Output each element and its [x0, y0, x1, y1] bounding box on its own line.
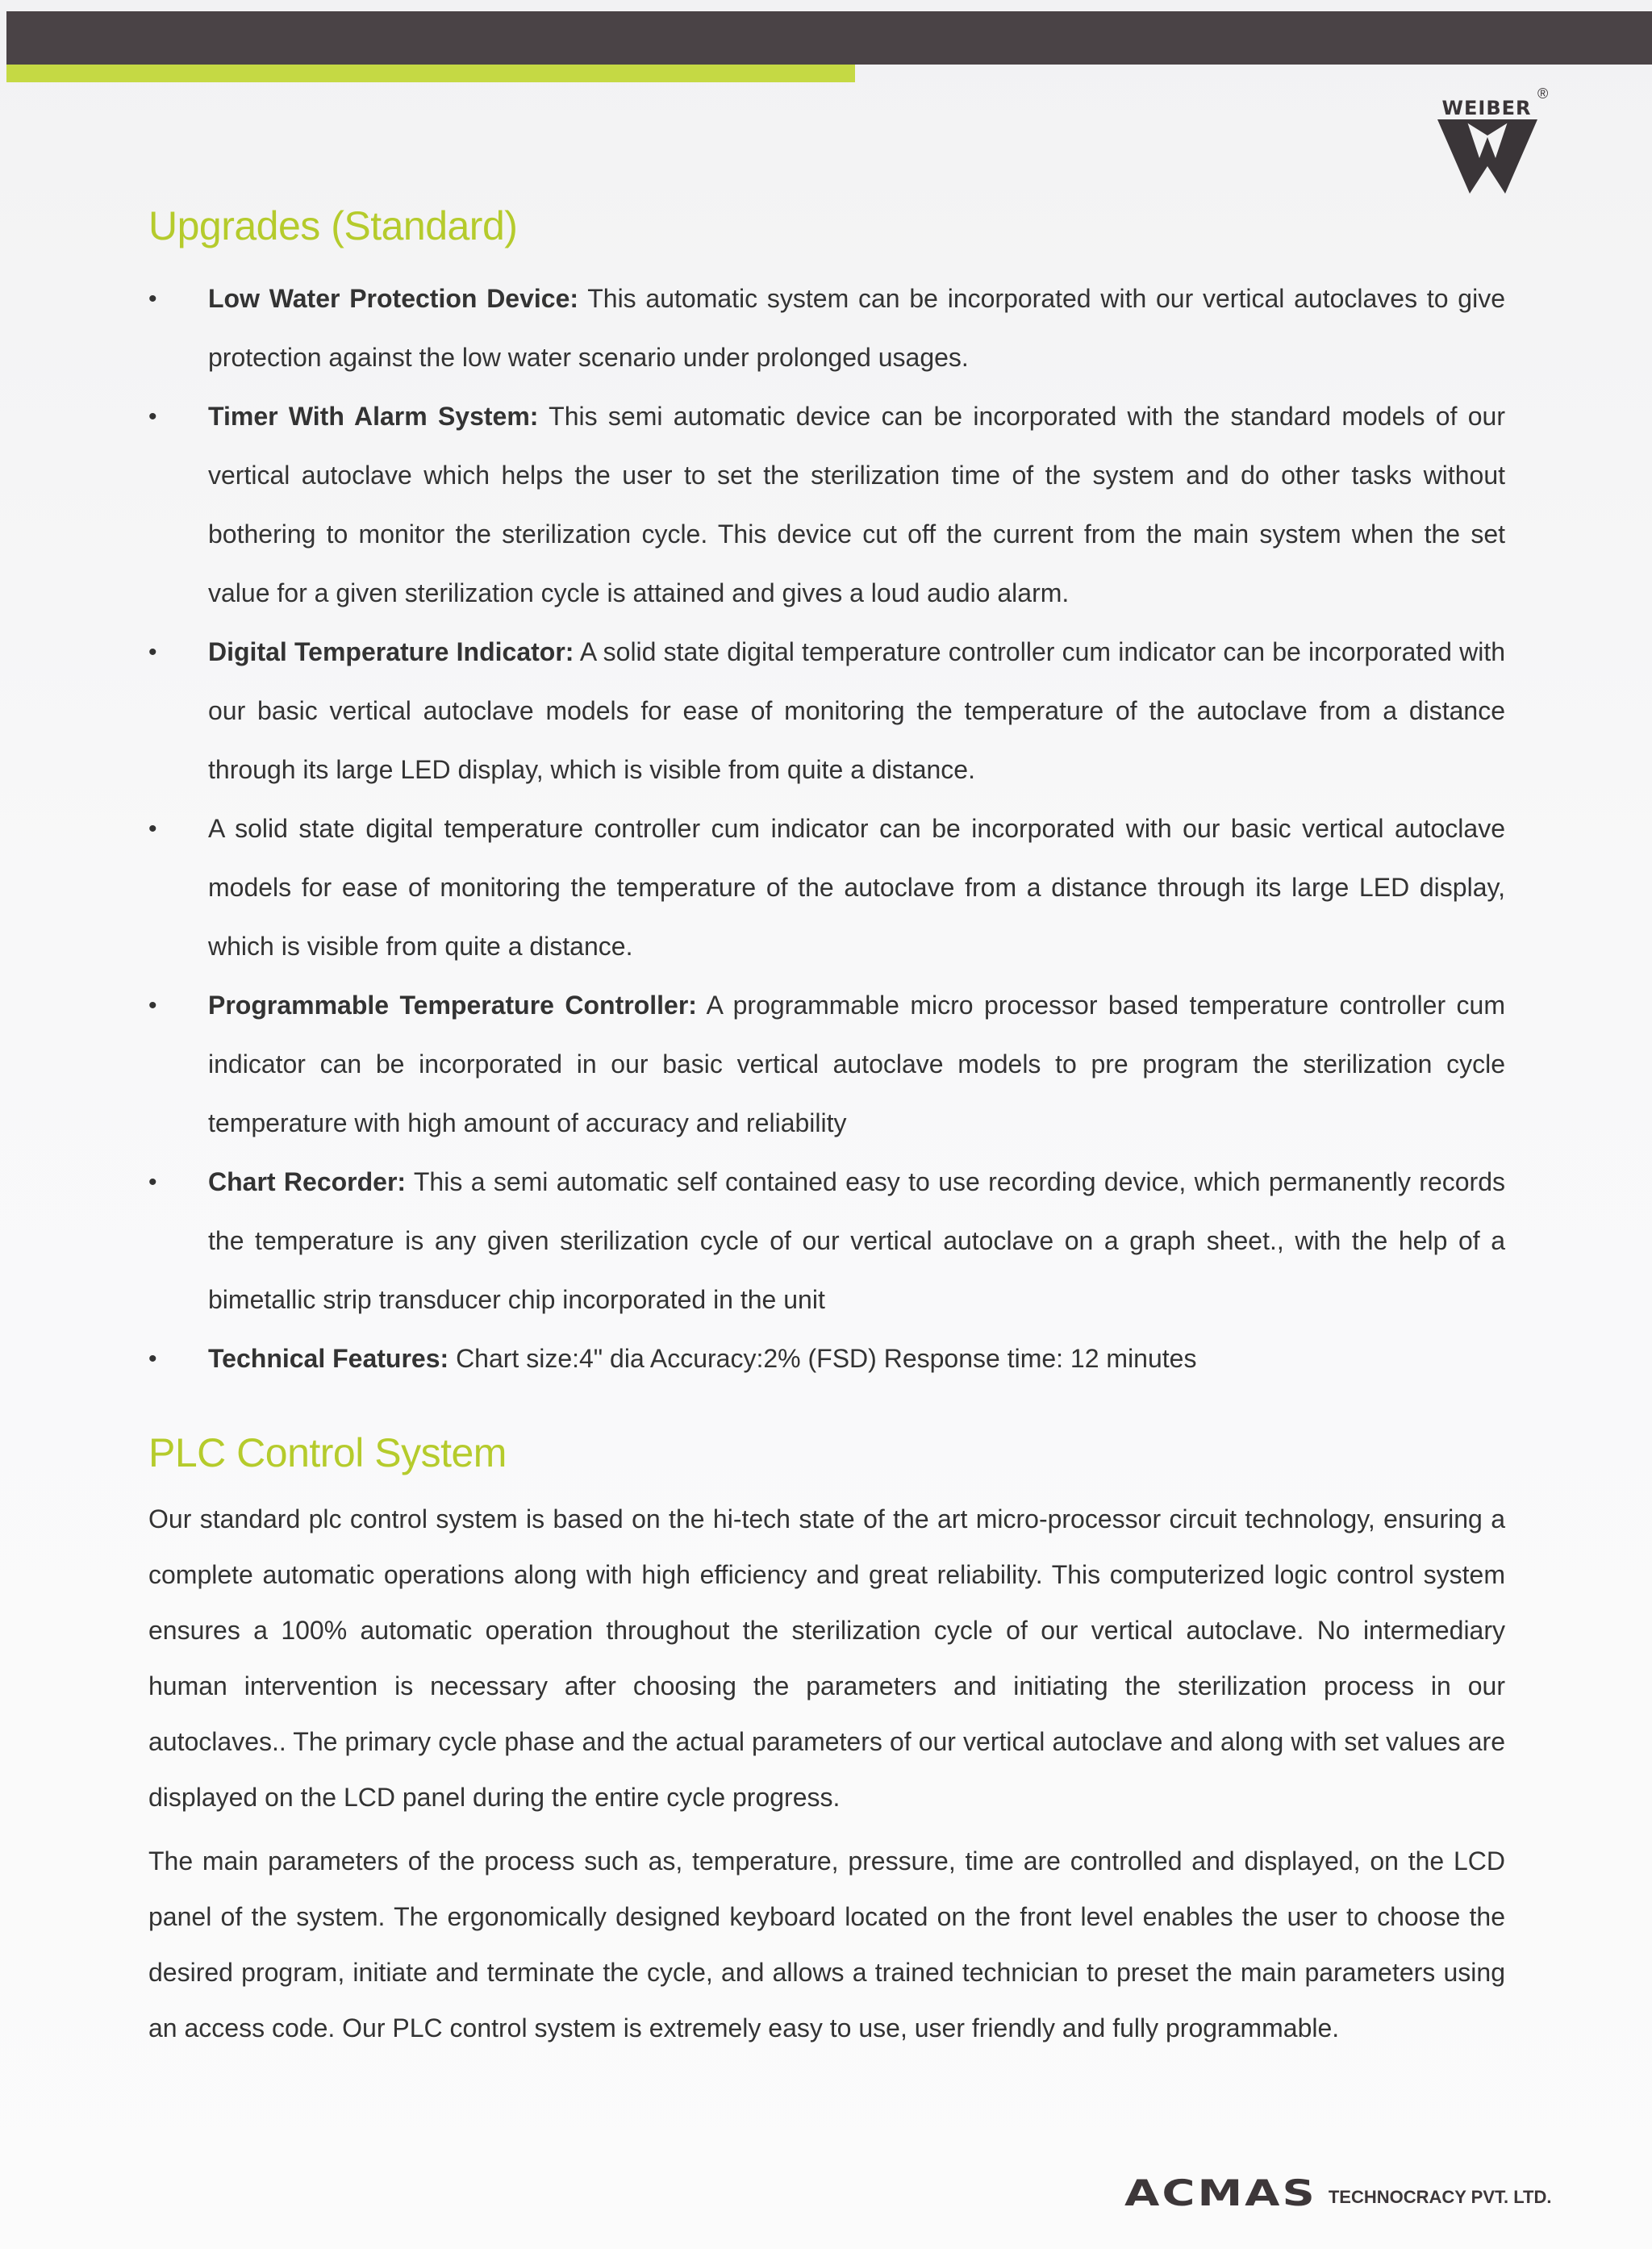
- list-item: [148, 623, 1505, 799]
- registered-mark: ®: [1537, 86, 1549, 102]
- plc-paragraph-1: Our standard plc control system is based on the hi-tech state of the art micro-processor circuit technology, ensuring a complete automatic operations along with high efficiency and great reliability. This computerized logic control system ensures a 100% automatic operation throughout the sterilization cycle of our vertical autoclave. No intermediary human intervention is necessary after choosing the parameters and initiating the sterilization process in our autoclaves.. The primary cycle phase and the actual parameters of our vertical autoclave and along with set values are displayed on the LCD panel during the entire cycle progress.: [148, 1504, 1505, 1812]
- weiber-logo-text: WEIBER: [1441, 97, 1532, 119]
- upgrades-heading: Upgrades (Standard): [148, 203, 518, 248]
- list-item: [148, 1329, 1505, 1388]
- weiber-w-icon: [1437, 119, 1537, 194]
- plc-paragraph-2: The main parameters of the process such as, temperature, pressure, time are controlled and displayed, on the LCD panel of the system. The ergonomically designed keyboard located on the front level enables the user to choose the desired program, initiate and terminate the cycle, and allows a trained technician to preset the main parameters using an access code. Our PLC control system is extremely easy to use, user friendly and fully programmable.: [148, 1846, 1505, 2042]
- upgrades-list: [148, 269, 1505, 1388]
- item-text: This automatic system can be incorporated with our vertical autoclaves to give protection against the low water scenario under prolonged usages.: [208, 284, 1506, 372]
- item-text: A solid state digital temperature controller cum indicator can be incorporated with our basic vertical autoclave models for ease of monitoring the temperature of the autoclave from a distance through its large LED display, which is visible from quite a distance.: [208, 814, 1505, 961]
- acmas-logo-text: ACMAS: [1124, 2172, 1317, 2214]
- bullet-icon: •: [148, 1346, 157, 1372]
- item-text: This a semi automatic self contained easy to use recording device, which permanently records the temperature is any given sterilization cycle of our vertical autoclave on a graph sheet., with the help of a bimetallic strip transducer chip incorporated in the unit: [208, 1167, 1506, 1314]
- company-suffix: TECHNOCRACY PVT. LTD.: [1328, 2187, 1552, 2207]
- item-text: A solid state digital temperature controller cum indicator can be incorporated with our basic vertical autoclave models for ease of monitoring the temperature of the autoclave from a distance through its large LED display, which is visible from quite a distance.: [208, 637, 1506, 784]
- header-accent-bar: [6, 65, 855, 82]
- bullet-icon: •: [148, 639, 157, 666]
- item-title: Digital Temperature Indicator:: [208, 637, 574, 666]
- list-item: [148, 269, 1505, 387]
- acmas-logo: [1124, 2162, 1552, 2214]
- bullet-icon: •: [148, 1169, 157, 1195]
- bullet-icon: •: [148, 286, 157, 312]
- list-item: [148, 387, 1505, 623]
- item-title: Low Water Protection Device:: [208, 284, 579, 313]
- item-title: Timer With Alarm System:: [208, 402, 539, 431]
- bullet-icon: •: [148, 403, 157, 430]
- bullet-icon: •: [148, 816, 157, 842]
- item-title: Chart Recorder:: [208, 1167, 407, 1196]
- plc-heading: PLC Control System: [148, 1430, 507, 1475]
- weiber-logo: [1426, 86, 1555, 198]
- item-title: Technical Features:: [208, 1344, 449, 1373]
- item-text: A programmable micro processor based temperature controller cum indicator can be incorporated in our basic vertical autoclave models to pre program the sterilization cycle temperature with high amount of accuracy and reliability: [208, 991, 1506, 1137]
- list-item: [148, 1153, 1505, 1329]
- item-title: Programmable Temperature Controller:: [208, 991, 697, 1020]
- list-item: [148, 976, 1505, 1153]
- item-text: Chart size:4" dia Accuracy:2% (FSD) Response time: 12 minutes: [448, 1344, 1197, 1373]
- item-text: This semi automatic device can be incorporated with the standard models of our vertical autoclave which helps the user to set the sterilization time of the system and do other tasks without bothering to monitor the sterilization cycle. This device cut off the current from the main system when the set value for a given sterilization cycle is attained and gives a loud audio alarm.: [208, 402, 1506, 607]
- header-top-bar: [6, 11, 1652, 65]
- list-item: [148, 799, 1505, 976]
- bullet-icon: •: [148, 992, 157, 1019]
- page-content: [148, 202, 1505, 2056]
